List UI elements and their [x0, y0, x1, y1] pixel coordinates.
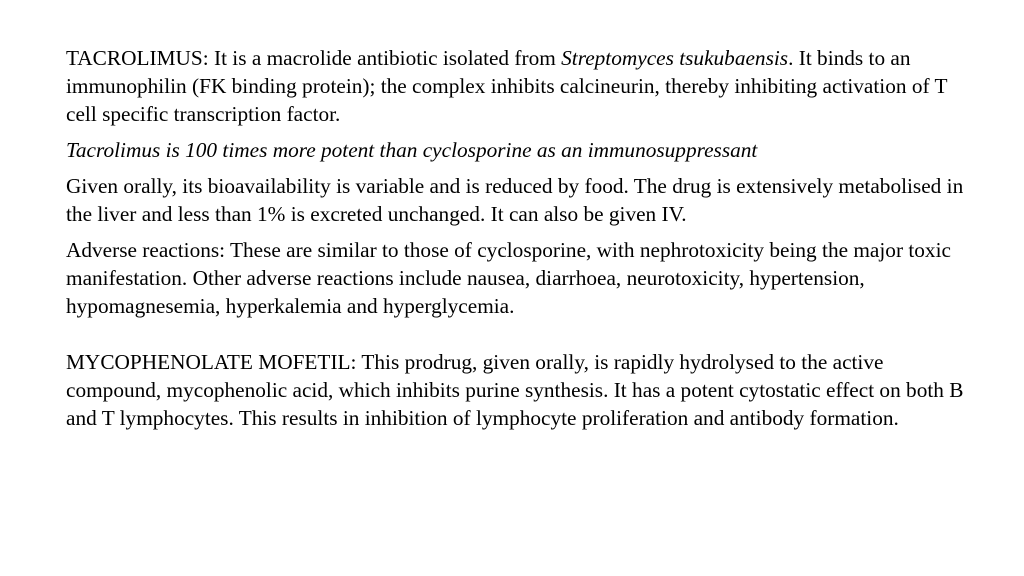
potency-note: Tacrolimus is 100 times more potent than cyclosporine as an immunosuppressant — [66, 138, 758, 162]
adverse-reactions-paragraph: Adverse reactions: These are similar to those of cyclosporine, with nephrotoxicity being the major toxic manifestation. Other adverse reactions include nausea, diarrhoea, neurotoxicity, hypertension, hypomagnesemia, hyperkalemia and hyperglycemia. — [66, 238, 951, 318]
mycophenolate-paragraph: MYCOPHENOLATE MOFETIL: This prodrug, given orally, is rapidly hydrolysed to the active compound, mycophenolic acid, which inhibits purine synthesis. It has a potent cytostatic effect on both B and T lymphocytes. This results in inhibition of lymphocyte proliferation and antibody formation. — [66, 350, 964, 430]
pharmacokinetics-paragraph: Given orally, its bioavailability is variable and is reduced by food. The drug is extensively metabolised in the liver and less than 1% is excreted unchanged. It can also be given IV. — [66, 174, 964, 226]
slide-body — [66, 44, 976, 440]
tacrolimus-lead: TACROLIMUS: It is a macrolide antibiotic isolated from — [66, 46, 562, 70]
tacrolimus-paragraph — [66, 44, 976, 128]
organism-name: Streptomyces tsukubaensis — [561, 46, 789, 70]
tacrolimus-rest: . It binds to an immunophilin (FK binding protein); the complex inhibits calcineurin, thereby inhibiting activation of T cell specific transcription factor. — [66, 46, 948, 126]
